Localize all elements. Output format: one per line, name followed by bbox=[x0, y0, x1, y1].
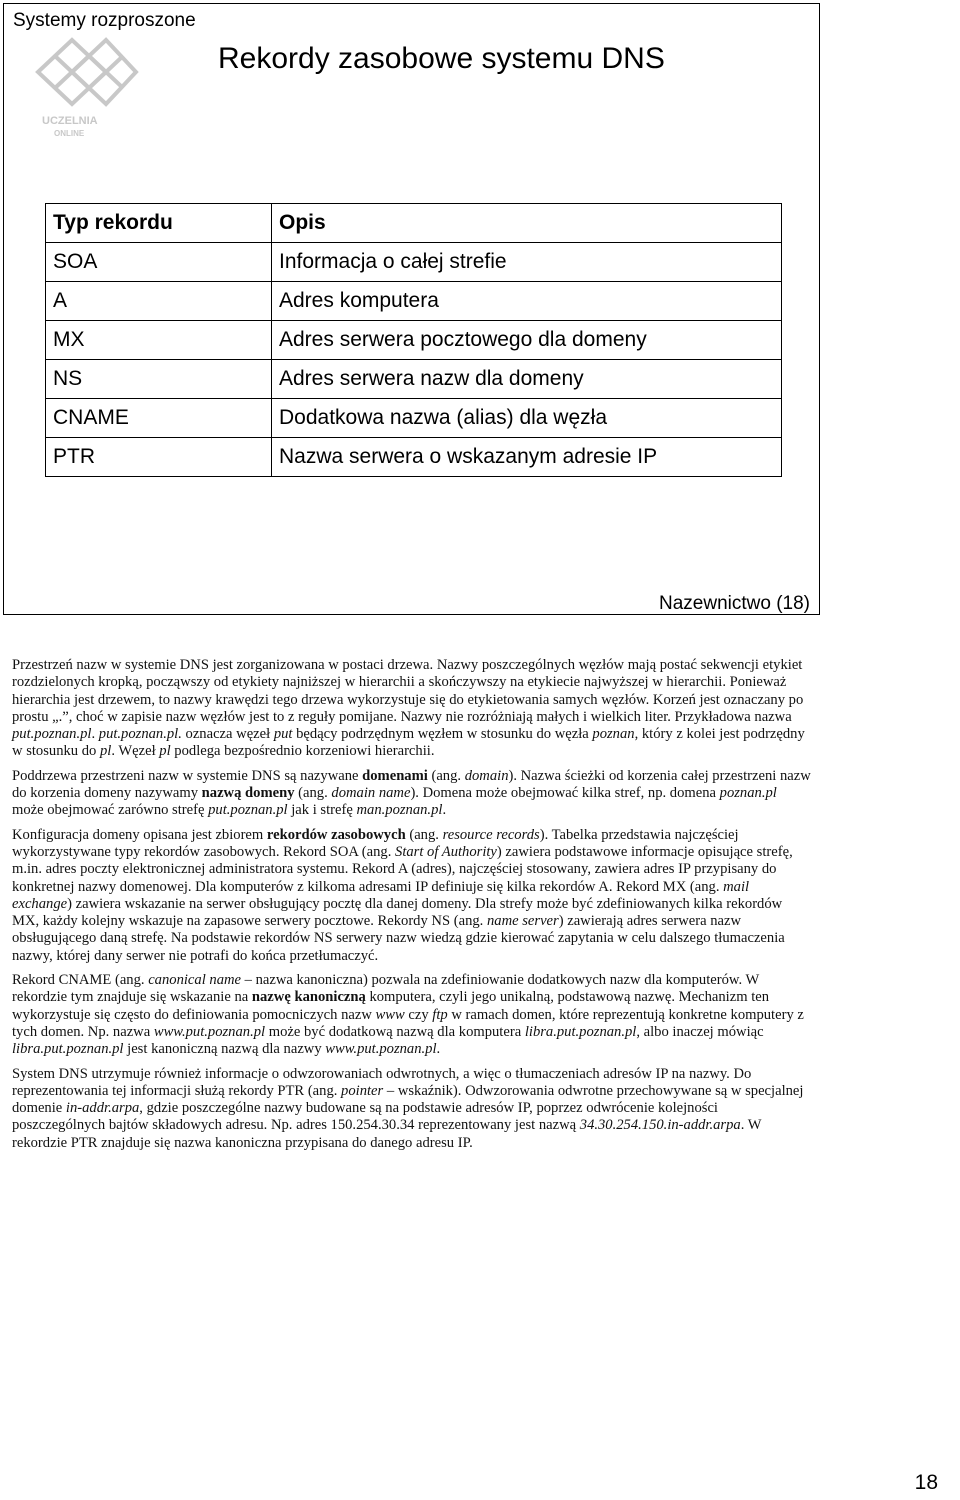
table-row bbox=[46, 243, 782, 282]
record-description-cell: Dodatkowa nazwa (alias) dla węzła bbox=[272, 399, 782, 438]
page-number: 18 bbox=[914, 1471, 938, 1494]
table-header-row bbox=[46, 204, 782, 243]
svg-text:ONLINE: ONLINE bbox=[54, 129, 85, 138]
record-type-cell: PTR bbox=[46, 438, 272, 477]
paragraph-cname: Rekord CNAME (ang. canonical name – nazwa kanoniczna) pozwala na zdefiniowanie dodatkowych nazw dla komputerów. W rekordzie tym znajduje się wskazanie na nazwę kanoniczną komputera, czyli jego unikalną, podstawową nazwę. Mechanizm ten wykorzystuje się często do definiowania pomocniczych nazw www czy ftp w ramach domen, które reprezentują konkretne komputery z tych domen. Np. nazwa www.put.poznan.pl może być dodatkową nazwą dla komputera libra.put.poznan.pl, albo inaczej mówiąc libra.put.poznan.pl jest kanoniczną nazwą dla nazwy www.put.poznan.pl. bbox=[12, 972, 804, 1058]
slide-frame bbox=[3, 3, 820, 615]
record-description-cell: Adres komputera bbox=[272, 282, 782, 321]
column-header-type: Typ rekordu bbox=[46, 204, 272, 243]
paragraph-namespace: Przestrzeń nazw w systemie DNS jest zorganizowana w postaci drzewa. Nazwy poszczególnych węzłów mają postać sekwencji etykiet rozdzielonych kropką, począwszy od etykiety najniższej w hierarchii a skończywszy na etykiecie najwyższej w hierarchii. Ponieważ hierarchia jest drzewem, to nazwy krawędzi tego drzewa wykorzystuje się do etykietowania samych węzłów. Korzeń jest oznaczany po prostu „.”, choć w zapisie nazw węzłów jest to z reguły pomijane. Nazwy nie rozróżniają małych i wielkich liter. Przykładowa nazwa put.poznan.pl. put.poznan.pl. oznacza węzeł put będący podrzędnym węzłem w stosunku do węzła poznan, który z kolei jest podrzędny w stosunku do pl. Węzeł pl podlega bezpośrednio korzeniowi hierarchii. bbox=[12, 657, 805, 760]
record-type-cell: A bbox=[46, 282, 272, 321]
table-row bbox=[46, 282, 782, 321]
table-row bbox=[46, 399, 782, 438]
record-type-cell: NS bbox=[46, 360, 272, 399]
record-types-table bbox=[45, 203, 782, 477]
paragraph-ptr: System DNS utrzymuje również informacje o odwzorowaniach odwrotnych, a więc o tłumaczeniach adresów IP na nazwy. Do reprezentowania tej informacji służą rekordy PTR (ang. pointer – wskaźnik). Odwzorowania odwrotne przechowywane są w specjalnej domenie in-addr.arpa, gdzie poszczególne nazwy budowane są na podstawie adresów IP, poprzez odwrócenie kolejności poszczególnych bajtów składowych adresu. Np. adres 150.254.30.34 reprezentowany jest nazwą 34.30.254.150.in-addr.arpa. W rekordzie PTR znajduje się nazwa kanoniczna przypisana do danego adresu IP. bbox=[12, 1065, 804, 1151]
university-logo bbox=[32, 32, 140, 142]
paragraph-domains: Poddrzewa przestrzeni nazw w systemie DNS są nazywane domenami (ang. domain). Nazwa ścieżki od korzenia całej przestrzeni nazw do korzenia domeny nazywamy nazwą domeny (ang. domain name). Domena może obejmować kilka stref, np. domena poznan.pl może obejmować zarówno strefę put.poznan.pl jak i strefę man.poznan.pl. bbox=[12, 767, 811, 819]
record-description-cell: Adres serwera pocztowego dla domeny bbox=[272, 321, 782, 360]
course-label: Systemy rozproszone bbox=[13, 10, 196, 31]
table-row bbox=[46, 438, 782, 477]
record-description-cell: Informacja o całej strefie bbox=[272, 243, 782, 282]
table-row bbox=[46, 321, 782, 360]
svg-text:UCZELNIA: UCZELNIA bbox=[42, 115, 98, 127]
paragraph-resource-records: Konfiguracja domeny opisana jest zbiorem rekordów zasobowych (ang. resource records). Tabelka przedstawia najczęściej wykorzystywane typy rekordów zasobowych. Rekord SOA (ang. Start of Authority) zawiera podstawowe informacje opisujące strefę, m.in. adres poczty elektronicznej administratora systemu. Rekord A (adres), najczęściej stosowany, zawiera adres IP przypisany do konkretnej nazwy domenowej. Dla komputerów z kilkoma adresami IP definiuje się kilka rekordów A. Rekord MX (ang. mail exchange) zawiera wskazanie na serwer obsługujący pocztę dla danej domeny. Dla strefy może być zdefiniowanych kilka rekordów MX, każdy kolejny wskazuje na zapasowe serwery pocztowe. Rekordy NS (ang. name server) zawierają adres serwera nazw obsługującego daną strefę. Na podstawie rekordów NS serwery nazw wiedzą gdzie kierować zapytania w celu dalszego tłumaczenia nazwy, której dany serwer nie potrafi do końca przetłumaczyć. bbox=[12, 826, 793, 964]
record-type-cell: SOA bbox=[46, 243, 272, 282]
record-type-cell: CNAME bbox=[46, 399, 272, 438]
record-description-cell: Nazwa serwera o wskazanym adresie IP bbox=[272, 438, 782, 477]
slide-footer-label: Nazewnictwo (18) bbox=[659, 593, 810, 614]
table-row bbox=[46, 360, 782, 399]
lecture-notes bbox=[12, 657, 812, 1159]
record-description-cell: Adres serwera nazw dla domeny bbox=[272, 360, 782, 399]
slide-title: Rekordy zasobowe systemu DNS bbox=[218, 42, 665, 75]
record-type-cell: MX bbox=[46, 321, 272, 360]
column-header-description: Opis bbox=[272, 204, 782, 243]
